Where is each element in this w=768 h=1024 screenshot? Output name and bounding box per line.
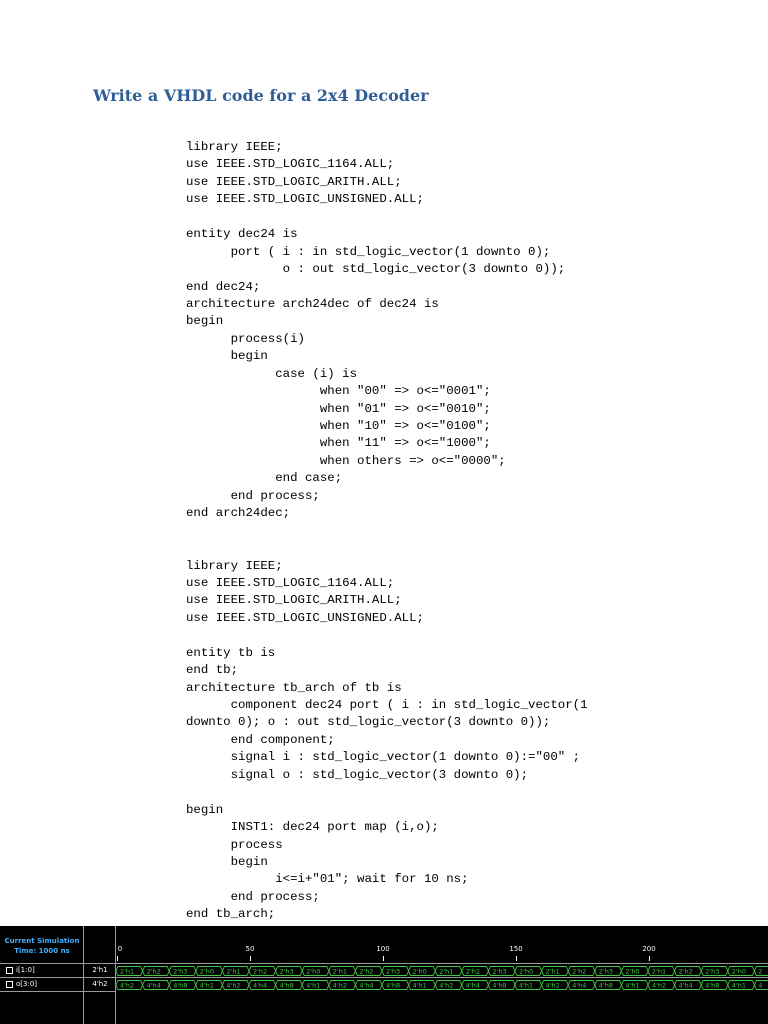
code-line: process(i) [186,331,305,346]
waveform-value-label: 2'h3 [173,967,188,976]
signal-row-o[interactable] [6,980,37,988]
code-line: end process; [186,889,320,904]
signal-name-o: o[3:0] [16,980,38,988]
waveform-value-label: 4'h4 [253,981,268,990]
code-line: end arch24dec; [186,506,291,521]
code-line: begin [186,349,268,364]
time-tick-label: 200 [642,945,656,953]
waveform-value-label: 4'h1 [412,981,427,990]
waveform-value-label: 4'h1 [625,981,640,990]
waveform-value-label: 4'h8 [386,981,401,990]
code-line [186,627,588,644]
code-line: end case; [186,471,343,486]
code-line: use IEEE.STD_LOGIC_1164.ALL; [186,157,395,172]
time-tick [117,956,118,961]
code-line: case (i) is [186,366,358,381]
code-line: end process; [186,488,320,503]
code-line: architecture arch24dec of dec24 is [186,296,439,311]
code-line: use IEEE.STD_LOGIC_UNSIGNED.ALL; [186,192,424,207]
signal-row-i[interactable] [6,966,35,974]
waveform-value-label: 4'h8 [173,981,188,990]
code-line: component dec24 port ( i : in std_logic_vector(1 [186,698,588,712]
waveform-value-label: 2'h3 [386,967,401,976]
code-line: signal i : std_logic_vector(1 downto 0):="00" ; [186,750,581,765]
waveform-value-label: 2'h2 [572,967,587,976]
signal-value-o: 4'h2 [92,980,108,988]
waveform-value-label: 2'h0 [519,967,534,976]
simulation-time: Time: 1000 ns [14,947,70,955]
code-line: i<=i+"01"; wait for 10 ns; [186,872,469,887]
code-line: architecture tb_arch of tb is [186,680,402,695]
waveform-value-label: 4'h1 [306,981,321,990]
expand-icon[interactable] [6,967,13,974]
waveform-value-label: 4'h1 [519,981,534,990]
code-line: library IEEE; [186,558,283,573]
waveform-value-label: 2'h3 [279,967,294,976]
signal-name-i: i[1:0] [16,966,35,974]
waveform-value-label: 2'h1 [332,967,347,976]
time-tick [516,956,517,961]
waveform-value-label: 2'h1 [226,967,241,976]
waveform-value-label: 4'h4 [359,981,374,990]
waveform-value-label: 4'h8 [705,981,720,990]
waveform-value-label: 2'h2 [253,967,268,976]
code-line [186,523,588,540]
waveform-value-label: 2'h0 [199,967,214,976]
code-line: end dec24; [186,279,261,294]
time-tick [649,956,650,961]
waveform-value-label: 4'h4 [572,981,587,990]
waveform-value-label: 2'h1 [120,967,135,976]
waveform-value-label: 2'h3 [492,967,507,976]
signal-value-i: 2'h1 [92,966,108,974]
code-line [186,784,588,801]
code-line: entity tb is [186,645,276,660]
row-divider [0,991,116,992]
code-line: end tb_arch; [186,907,276,922]
code-line: begin [186,314,224,329]
code-line: downto 0); o : out std_logic_vector(3 downto 0)); [186,715,551,730]
code-line: INST1: dec24 port map (i,o); [186,820,439,835]
vhdl-code-block [186,139,588,924]
waveform-value-label: 4'h2 [226,981,241,990]
code-line: when "01" => o<="0010"; [186,401,491,416]
waveform-value-label: 4 [758,981,763,990]
waveform-value-label: 2'h0 [306,967,321,976]
code-line: process [186,837,283,852]
code-line: begin [186,802,224,817]
waveform-value-label: 2'h0 [412,967,427,976]
code-line: begin [186,854,268,869]
waveform-value-label: 4'h8 [492,981,507,990]
waveform-value-label: 2'h2 [465,967,480,976]
simulation-waveform-panel [0,926,768,1024]
code-line: o : out std_logic_vector(3 downto 0)); [186,262,566,277]
waveform-value-label: 2'h3 [598,967,613,976]
waveform-value-label: 4'h2 [652,981,667,990]
waveform-value-label: 2'h0 [731,967,746,976]
time-tick-label: 50 [245,945,255,953]
waveform-value-label: 2'h2 [146,967,161,976]
waveform-value-label: 4'h4 [146,981,161,990]
code-line: when "10" => o<="0100"; [186,419,491,433]
code-line: use IEEE.STD_LOGIC_UNSIGNED.ALL; [186,610,424,625]
time-tick-label: 0 [117,945,123,953]
code-line: when "00" => o<="0001"; [186,384,491,399]
code-line: library IEEE; [186,140,283,154]
current-simulation-title: Current Simulation [4,937,80,945]
code-line: end tb; [186,663,239,678]
waveform-value-label: 4'h2 [439,981,454,990]
code-line: end component; [186,732,335,747]
waveform-value-label: 2'h0 [625,967,640,976]
code-line: entity dec24 is [186,227,298,242]
panel-divider [83,926,84,1024]
waveform-value-label: 4'h2 [545,981,560,990]
collapse-icon[interactable] [6,981,13,988]
waveform-value-label: 4'h4 [465,981,480,990]
code-line: signal o : std_logic_vector(3 downto 0); [186,767,529,782]
waveform-value-label: 2'h1 [545,967,560,976]
time-tick-label: 150 [509,945,523,953]
code-line: when others => o<="0000"; [186,453,506,468]
waveform-value-label: 4'h8 [598,981,613,990]
waveform-value-label: 2'h3 [705,967,720,976]
waveform-value-label: 4'h4 [678,981,693,990]
code-line: when "11" => o<="1000"; [186,436,491,451]
code-line: use IEEE.STD_LOGIC_ARITH.ALL; [186,174,402,189]
waveform-value-label: 2'h1 [439,967,454,976]
code-line: port ( i : in std_logic_vector(1 downto 0); [186,244,551,259]
time-tick [250,956,251,961]
waveform-value-label: 4'h1 [731,981,746,990]
waveform-value-label: 4'h2 [332,981,347,990]
waveform-value-label: 4'h2 [120,981,135,990]
waveform-area [116,964,768,992]
waveform-value-label: 2'h2 [678,967,693,976]
code-line [186,540,588,557]
code-line: use IEEE.STD_LOGIC_1164.ALL; [186,575,395,590]
time-tick [383,956,384,961]
code-line [186,209,588,226]
time-tick-label: 100 [376,945,390,953]
current-simulation-label [2,936,82,956]
code-line: use IEEE.STD_LOGIC_ARITH.ALL; [186,593,402,608]
waveform-value-label: 2'h1 [652,967,667,976]
waveform-value-label: 4'h1 [199,981,214,990]
waveform-value-label: 4'h8 [279,981,294,990]
document-heading: Write a VHDL code for a 2x4 Decoder [93,86,429,105]
waveform-value-label: 2 [758,967,763,976]
waveform-value-label: 2'h2 [359,967,374,976]
